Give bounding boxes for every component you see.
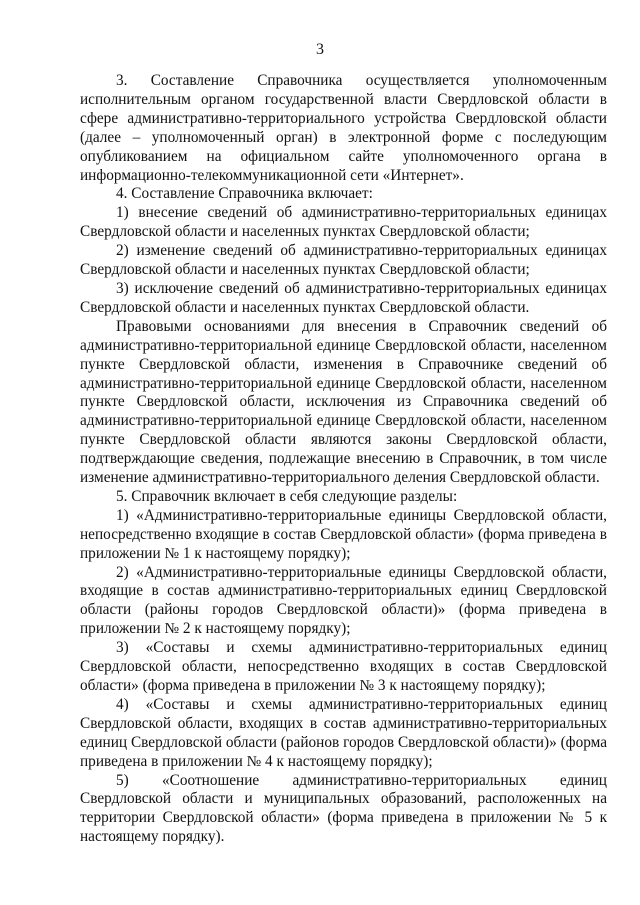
paragraph-4-heading: 4. Составление Справочника включает: [116, 185, 373, 203]
paragraph-5-heading: 5. Справочник включает в себя следующие разделы: [116, 487, 458, 505]
paragraph-legal-grounds: Правовыми основаниями для внесения в Справочник сведений об административно-территориальной единице Свердловской области, населенном пункте Свердловской области, изменения в Справочнике сведений об административно-территориальной единице Свердловской области, населенном пункте Свердловской области, исключения из Справочника сведений об административно-территориальной единице Свердловской области, населенном пункте Свердловской области являются законы Свердловской области, подтверждающие сведения, подлежащие внесению в Справочник, в том числе изменение административно-территориального деления Свердловской области. [80, 317, 607, 487]
paragraph-5-item-4: 4) «Составы и схемы административно-территориальных единиц Свердловской области, входящих в состав административно-территориальных единиц Свердловской области (районов городов Свердловской области)» (форма приведена в приложении № 4 к настоящему порядку); [80, 695, 607, 770]
paragraph-4-item-3: 3) исключение сведений об административно-территориальных единицах Свердловской области и населенных пунктах Свердловской области. [80, 279, 607, 316]
paragraph-4-item-2: 2) изменение сведений об административно-территориальных единицах Свердловской области и населенных пунктах Свердловской области; [80, 242, 607, 279]
paragraph-5-item-1: 1) «Административно-территориальные единицы Свердловской области, непосредственно входящие в состав Свердловской области» (форма приведена в приложении № 1 к настоящему порядку); [80, 506, 607, 562]
paragraph-5-item-5: 5) «Соотношение административно-территориальных единиц Свердловской области и муниципальных образований, расположенных на территории Свердловской области» (форма приведена в приложении № 5 к настоящему порядку). [80, 771, 607, 846]
paragraph-5-item-3: 3) «Составы и схемы административно-территориальных единиц Свердловской области, непосредственно входящих в состав Свердловской области» (форма приведена в приложении № 3 к настоящему порядку); [80, 639, 607, 694]
paragraph-4-item-1: 1) внесение сведений об административно-территориальных единицах Свердловской области и населенных пунктах Свердловской области; [80, 204, 607, 241]
paragraph-3-compilation: 3. Составление Справочника осуществляется уполномоченным исполнительным органом государственной власти Свердловской области в сфере административно-территориального устройства Свердловской области (далее – уполномоченный орган) в электронной форме с последующим опубликованием на официальном сайте уполномоченного органа в информационно-телекоммуникационной сети «Интернет». [80, 72, 607, 184]
paragraph-5-item-2: 2) «Административно-территориальные единицы Свердловской области, входящие в состав административно-территориальных единиц Свердловской области (районы городов Свердловской области)» (форма приведена в приложении № 2 к настоящему порядку); [80, 563, 607, 638]
document-body [80, 72, 607, 847]
page-number: 3 [316, 41, 324, 58]
